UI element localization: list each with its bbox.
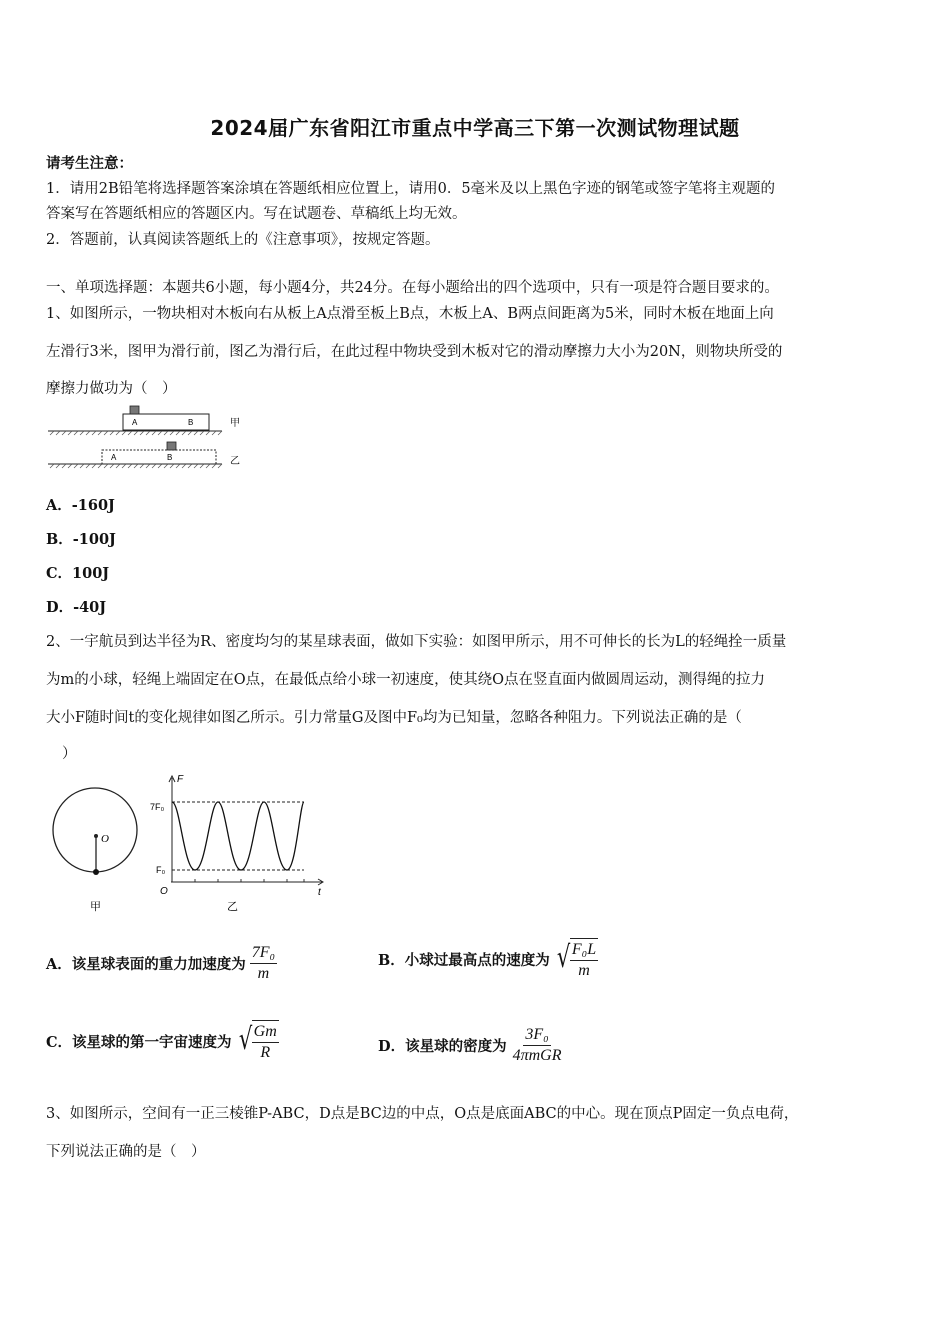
- q2-option-c-sqrt: [236, 1020, 279, 1062]
- q1-option-b: B．-100J: [46, 531, 116, 548]
- q1-label-a-jia: A: [132, 418, 138, 427]
- q2-circle-path: [53, 788, 137, 872]
- q2-label-origin: O: [160, 886, 168, 897]
- q2-ball: [93, 869, 99, 875]
- q2-option-b-text: B．小球过最高点的速度为: [378, 951, 550, 969]
- q2-label-f-axis: F: [177, 774, 184, 785]
- q2-option-a: [46, 944, 277, 983]
- q2-option-c-fraction: [252, 1020, 279, 1062]
- q3-stem-line-2: 下列说法正确的是（ ）: [46, 1144, 206, 1160]
- q2-option-b: [378, 938, 598, 980]
- q1-board-yi: [102, 450, 216, 464]
- q2-label-t-axis: t: [318, 887, 321, 898]
- q2-option-a-fraction: [250, 944, 277, 983]
- q1-label-a-yi: A: [111, 453, 117, 462]
- q2-option-d: [378, 1026, 563, 1065]
- q2-option-b-sqrt: [554, 938, 598, 980]
- q2-option-c-denominator: R: [260, 1044, 271, 1061]
- q2-label-7f0: 7F₀: [150, 802, 165, 812]
- q1-stem-line-2: 左滑行3米，图甲为滑行前，图乙为滑行后，在此过程中物块受到木板对它的滑动摩擦力大小为20N，则物块所受的: [46, 344, 783, 360]
- q1-board-figure: [44, 402, 254, 474]
- q1-block-jia: [130, 406, 139, 414]
- q2-stem-line-1: 2、一宇航员到达半径为R、密度均匀的某星球表面，做如下实验：如图甲所示，用不可伸长的长为L的轻绳拴一质量: [46, 634, 787, 650]
- q1-block-yi: [167, 442, 176, 450]
- sqrt-icon: √: [556, 940, 571, 975]
- q2-option-d-fraction: [511, 1026, 564, 1065]
- q1-label-jia: 甲: [230, 418, 240, 429]
- q2-option-a-numerator: 7F₀: [250, 944, 277, 964]
- q1-option-c: C．100J: [46, 565, 110, 582]
- q1-option-a: A．-160J: [46, 497, 115, 514]
- notice-line-2: 答案写在答题纸相应的答题区内。写在试题卷、草稿纸上均无效。: [46, 206, 467, 222]
- notice-line-1: 1．请用2B铅笔将选择题答案涂填在答题纸相应位置上，请用0．5毫米及以上黑色字迹的钢笔或签字笔将主观题的: [46, 181, 776, 197]
- q2-label-yi: 乙: [227, 900, 238, 913]
- q2-stem-line-2: 为m的小球，轻绳上端固定在O点，在最低点给小球一初速度，使其绕O点在竖直面内做圆周运动，测得绳的拉力: [46, 672, 766, 688]
- q2-stem-line-3: 大小F随时间t的变化规律如图乙所示。引力常量G及图中F₀均为已知量，忽略各种阻力。下列说法正确的是（: [46, 710, 742, 726]
- q1-label-yi: 乙: [230, 456, 240, 467]
- q2-stem-line-4: ）: [62, 746, 77, 762]
- q2-option-a-text: A．该星球表面的重力加速度为: [46, 956, 246, 973]
- q2-option-b-denominator: m: [578, 962, 590, 979]
- notice-heading: 请考生注意：: [46, 155, 133, 172]
- q2-figure: [46, 770, 336, 915]
- q1-stem-line-1: 1、如图所示，一物块相对木板向右从板上A点滑至板上B点，木板上A、B两点间距离为5米，同时木板在地面上向: [46, 306, 774, 322]
- q1-ground-hatch-yi: [50, 464, 222, 468]
- q2-option-d-text: D．该星球的密度为: [378, 1038, 507, 1055]
- q2-option-a-denominator: m: [257, 965, 270, 982]
- q2-option-b-numerator: F₀L: [570, 941, 598, 961]
- q2-force-curve: [172, 802, 304, 870]
- q2-label-jia: 甲: [90, 900, 101, 913]
- q2-label-f0: F₀: [156, 865, 166, 875]
- sqrt-icon: √: [238, 1022, 252, 1057]
- q2-label-o: O: [101, 833, 109, 845]
- notice-line-3: 2．答题前，认真阅读答题纸上的《注意事项》，按规定答题。: [46, 232, 440, 248]
- q2-option-b-fraction: [570, 938, 598, 980]
- q1-label-b-jia: B: [188, 418, 194, 427]
- q2-option-c-text: C．该星球的第一宇宙速度为: [46, 1033, 232, 1051]
- q2-option-d-numerator: 3F₀: [523, 1026, 550, 1046]
- q3-stem-line-1: 3、如图所示，空间有一正三棱锥P-ABC，D点是BC边的中点，O点是底面ABC的中心。现在顶点P固定一负点电荷，: [46, 1106, 799, 1122]
- section-heading: 一、单项选择题：本题共6小题，每小题4分，共24分。在每小题给出的四个选项中，只有一项是符合题目要求的。: [46, 280, 779, 296]
- q1-label-b-yi: B: [167, 453, 173, 462]
- page-title: 2024届广东省阳江市重点中学高三下第一次测试物理试题: [210, 116, 740, 140]
- q1-stem-line-3: 摩擦力做功为（ ）: [46, 381, 177, 397]
- q2-option-c: [46, 1020, 279, 1062]
- q1-ground-hatch-jia: [50, 431, 222, 435]
- q2-option-c-numerator: Gm: [252, 1023, 279, 1043]
- q2-option-d-denominator: 4πmGR: [512, 1047, 562, 1064]
- q1-option-d: D．-40J: [46, 599, 107, 616]
